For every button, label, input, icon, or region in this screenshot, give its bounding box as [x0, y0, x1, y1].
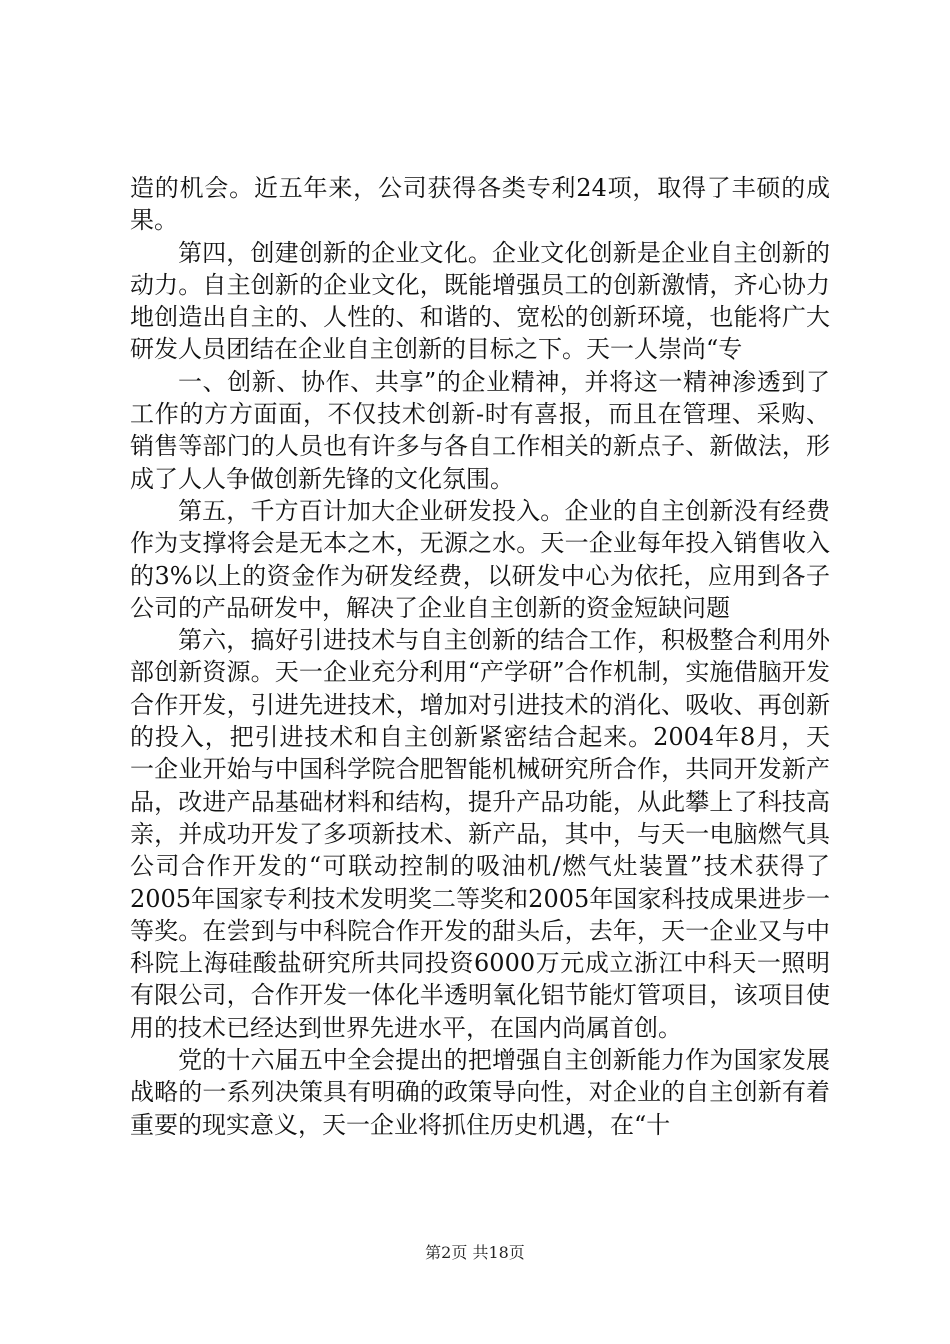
paragraph-4: 第五，千方百计加大企业研发投入。企业的自主创新没有经费作为支撑将会是无本之木，无源之水。天一企业每年投入销售收入的3%以上的资金作为研发经费，以研发中心为依托，应用到各子公司的产品研发中，解决了企业自主创新的资金短缺问题: [130, 496, 830, 622]
paragraph-6: 党的十六届五中全会提出的把增强自主创新能力作为国家发展战略的一系列决策具有明确的政策导向性，对企业的自主创新有着重要的现实意义，天一企业将抓住历史机遇，在“十: [130, 1046, 830, 1139]
page-number-footer: 第2页 共18页: [425, 1243, 525, 1262]
paragraph-3: 一、创新、协作、共享”的企业精神，并将这一精神渗透到了工作的方方面面，不仅技术创新-时有喜报，而且在管理、采购、销售等部门的人员也有许多与各自工作相关的新点子、新做法，形成了人人争做创新先锋的文化氛围。: [130, 367, 830, 493]
paragraph-5: 第六，搞好引进技术与自主创新的结合工作，积极整合利用外部创新资源。天一企业充分利用“产学研”合作机制，实施借脑开发合作开发，引进先进技术，增加对引进技术的消化、吸收、再创新的投入，把引进技术和自主创新紧密结合起来。2004年8月，天一企业开始与中国科学院合肥智能机械研究所合作，共同开发新产品，改进产品基础材料和结构，提升产品功能，从此攀上了科技高亲，并成功开发了多项新技术、新产品，其中，与天一电脑燃气具公司合作开发的“可联动控制的吸油机/燃气灶装置”技术获得了2005年国家专利技术发明奖二等奖和2005年国家科技成果进步一等奖。在尝到与中科院合作开发的甜头后，去年，天一企业又与中科院上海硅酸盐研究所共同投资6000万元成立浙江中科天一照明有限公司，合作开发一体化半透明氧化铝节能灯管项目，该项目使用的技术已经达到世界先进水平，在国内尚属首创。: [130, 626, 830, 1042]
paragraph-1: 造的机会。近五年来，公司获得各类专利24项，取得了丰硕的成果。: [130, 174, 830, 235]
paragraph-2: 第四，创建创新的企业文化。企业文化创新是企业自主创新的动力。自主创新的企业文化，既能增强员工的创新激情，齐心协力地创造出自主的、人性的、和谐的、宽松的创新环境，也能将广大研发人员团结在企业自主创新的目标之下。天一人崇尚“专: [130, 238, 830, 364]
document-body: [130, 172, 830, 1141]
